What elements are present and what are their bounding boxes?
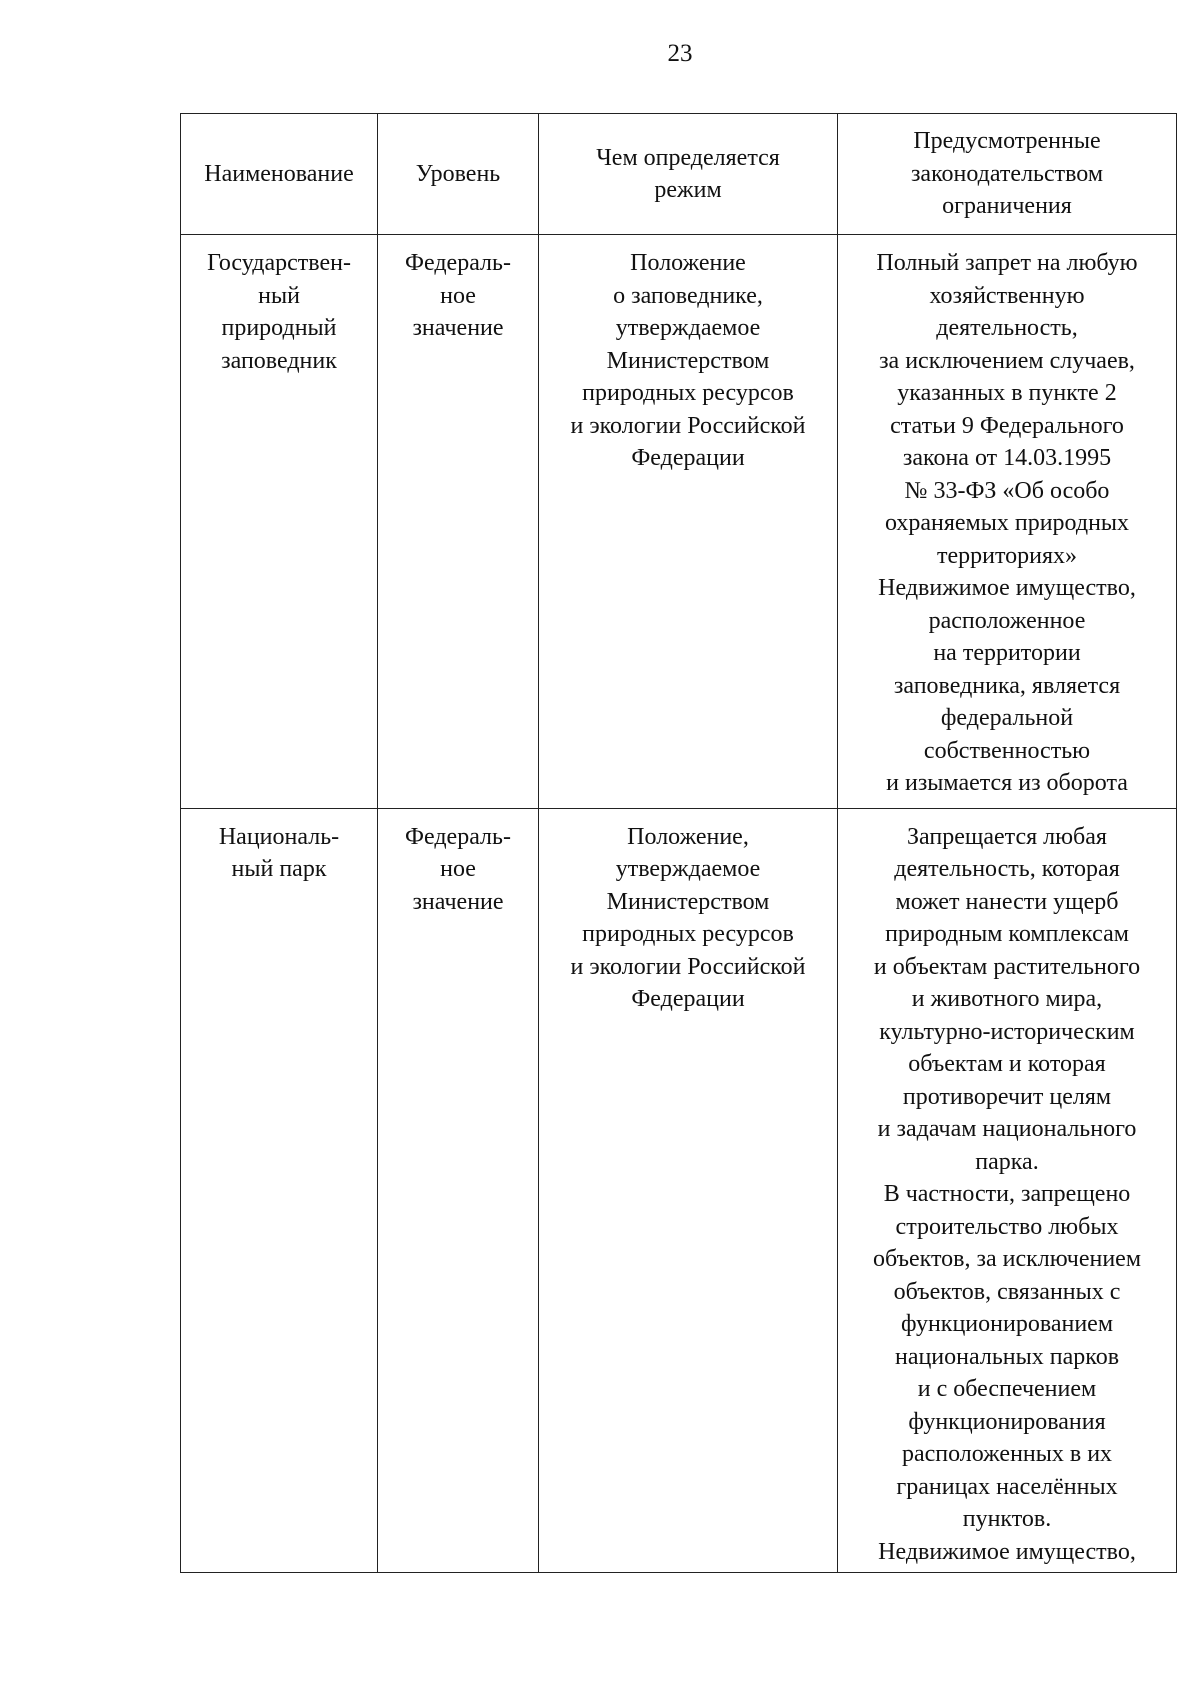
header-name: Наименование bbox=[181, 114, 378, 235]
cell-regime: Положение о заповеднике, утверждаемое Министерством природных ресурсов и экологии Российской Федерации bbox=[539, 235, 838, 809]
header-restrictions: Предусмотренные законодательством ограничения bbox=[838, 114, 1177, 235]
header-level: Уровень bbox=[378, 114, 539, 235]
protected-areas-table bbox=[180, 113, 1177, 1573]
cell-regime: Положение, утверждаемое Министерством природных ресурсов и экологии Российской Федерации bbox=[539, 808, 838, 1573]
header-regime: Чем определяется режим bbox=[539, 114, 838, 235]
cell-level: Федераль- ное значение bbox=[378, 808, 539, 1573]
cell-name: Националь- ный парк bbox=[181, 808, 378, 1573]
table-row bbox=[181, 235, 1177, 809]
page-number: 23 bbox=[667, 40, 693, 67]
cell-restrictions: Полный запрет на любую хозяйственную деятельность, за исключением случаев, указанных в пункте 2 статьи 9 Федерального закона от 14.03.1995 № 33-ФЗ «Об особо охраняемых природных территориях» Недвижимое имущество, расположенное на территории заповедника, является федеральной собственностью и изымается из оборота bbox=[838, 235, 1177, 809]
cell-level: Федераль- ное значение bbox=[378, 235, 539, 809]
cell-restrictions: Запрещается любая деятельность, которая может нанести ущерб природным комплексам и объектам растительного и животного мира, культурно-историческим объектам и которая противоречит целям и задачам национального парка. В частности, запрещено строительство любых объектов, за исключением объектов, связанных с функционированием национальных парков и с обеспечением функционирования расположенных в их границах населённых пунктов. Недвижимое имущество, bbox=[838, 808, 1177, 1573]
table-header-row bbox=[181, 114, 1177, 235]
table-row bbox=[181, 808, 1177, 1573]
cell-name: Государствен- ный природный заповедник bbox=[181, 235, 378, 809]
